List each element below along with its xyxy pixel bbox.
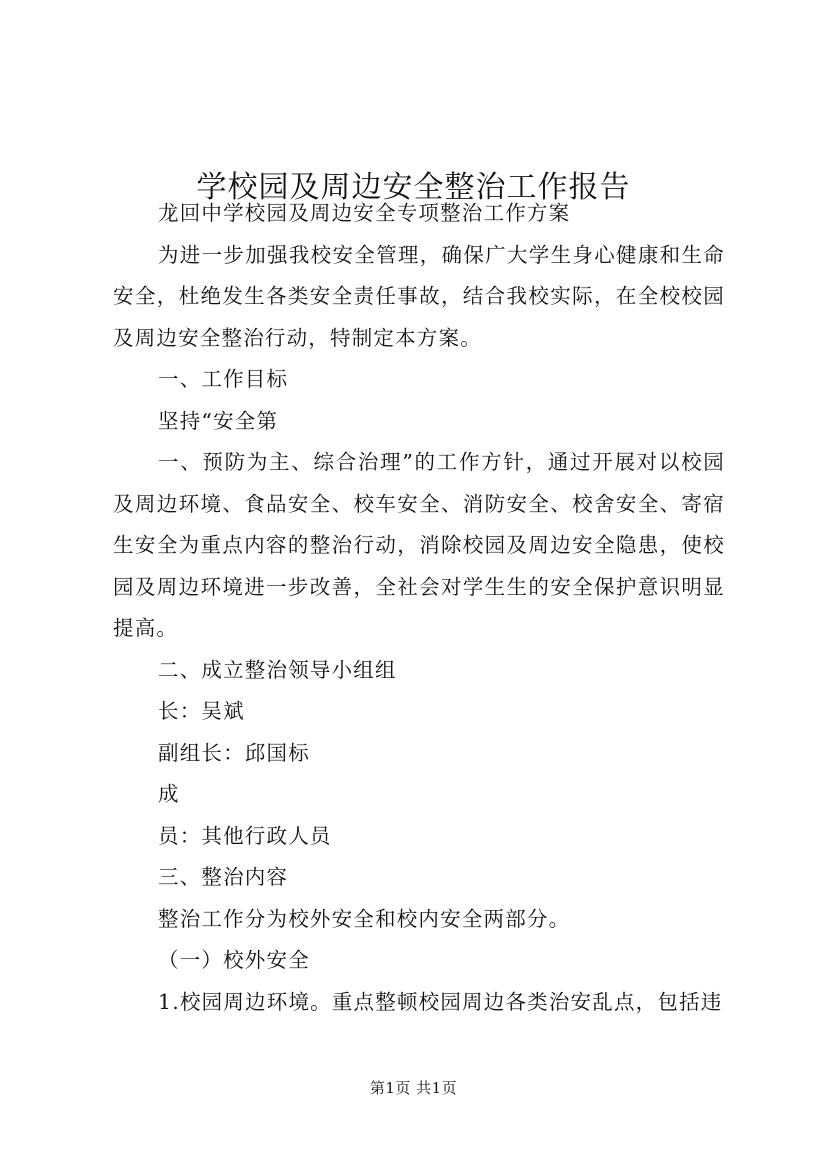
- paragraph: 成: [158, 782, 180, 806]
- paragraph: 为进一步加强我校安全管理，确保广大学生身心健康和生命安全，杜绝发生各类安全责任事故，结合我校实际，在全校校园及周边安全整治行动，特制定本方案。: [113, 242, 725, 350]
- paragraph: 员：其他行政人员: [158, 823, 332, 848]
- document-title: 学校园及周边安全整治工作报告: [196, 170, 631, 206]
- section-heading: 三、整治内容: [158, 865, 289, 889]
- paragraph: 1.校园周边环境。重点整顿校园周边各类治安乱点，包括违: [158, 989, 723, 1014]
- paragraph: 一、预防为主、综合治理”的工作方针，通过开展对以校园及周边环境、食品安全、校车安全、消防安全、校舍安全、寄宿生安全为重点内容的整治行动，消除校园及周边安全隐患，使校园及周边环境进一步改善，全社会对学生生的安全保护意识明显提高。: [113, 450, 725, 640]
- paragraph: 龙回中学校园及周边安全专项整治工作方案: [158, 201, 571, 225]
- paragraph: 长：吴斌: [158, 699, 245, 723]
- paragraph: 整治工作分为校外安全和校内安全两部分。: [158, 906, 571, 931]
- page-number-footer: 第1页 共1页: [369, 1079, 458, 1097]
- section-heading: 一、工作目标: [158, 367, 289, 391]
- subsection-heading: （一）校外安全: [158, 948, 310, 972]
- document-body: [113, 193, 725, 1023]
- paragraph: 副组长：邱国标: [158, 740, 310, 765]
- section-heading: 二、成立整治领导小组组: [158, 657, 397, 682]
- paragraph: 坚持“安全第: [158, 408, 279, 433]
